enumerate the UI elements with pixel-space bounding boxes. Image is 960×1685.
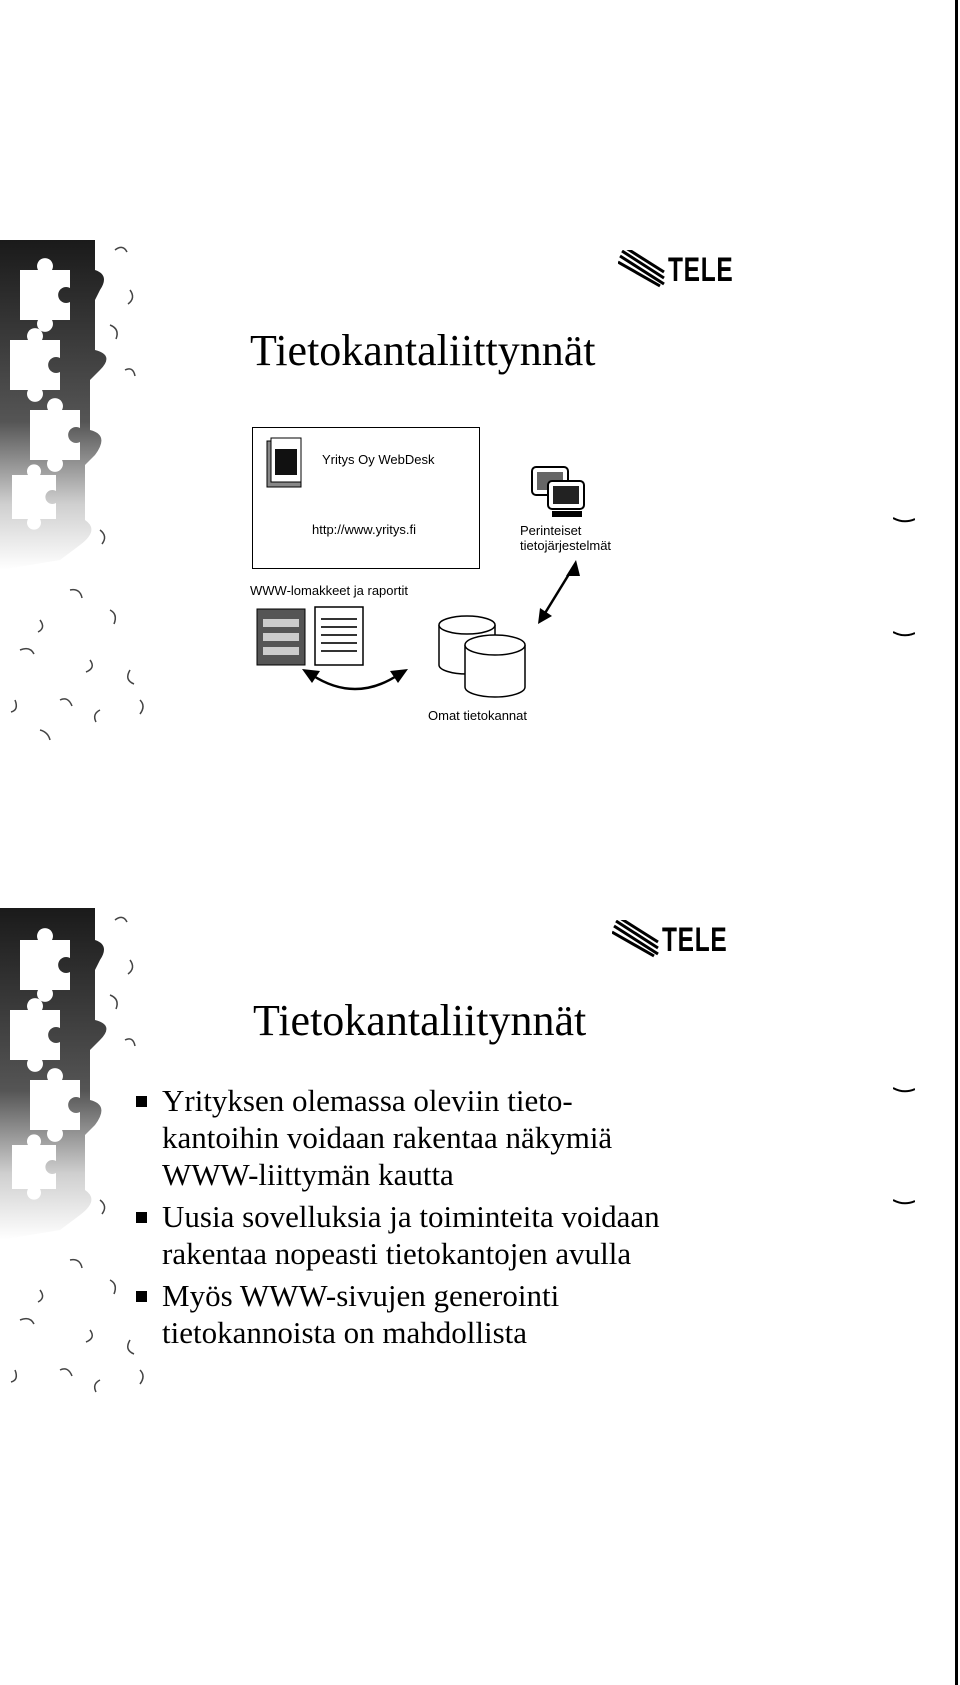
bullet-line: Yrityksen olemassa oleviin tieto-	[162, 1083, 573, 1118]
bullet-item	[130, 1198, 762, 1272]
tele-logo	[618, 250, 759, 290]
logo-text: TELE	[662, 920, 728, 959]
margin-dash-mark	[893, 1086, 915, 1096]
bullet-line: kantoihin voidaan rakentaa näkymiä	[162, 1120, 613, 1155]
margin-dash-mark	[893, 516, 915, 526]
slide-2	[0, 900, 960, 1420]
legacy-systems-label-2: tietojärjestelmät	[520, 538, 612, 553]
database-icon	[435, 611, 545, 703]
computers-icon	[530, 465, 590, 521]
logo-text: TELE	[668, 250, 734, 289]
bullet-list	[130, 1082, 762, 1356]
bullet-line: WWW-liittymän kautta	[162, 1157, 454, 1192]
databases-label: Omat tietokannat	[428, 708, 527, 723]
bullet-item	[130, 1082, 762, 1193]
slide-1-title: Tietokantaliittynnät	[250, 326, 596, 375]
tele-logo	[612, 920, 753, 960]
web-page-icon	[265, 437, 305, 489]
bullet-line: rakentaa nopeasti tietokantojen avulla	[162, 1236, 632, 1271]
bullet-line: Myös WWW-sivujen generointi	[162, 1278, 560, 1313]
browser-title: Yritys Oy WebDesk	[322, 452, 435, 467]
bullet-item	[130, 1277, 762, 1351]
slide-1	[0, 230, 960, 790]
slide-2-title: Tietokantaliitynnät	[253, 996, 587, 1045]
margin-dash-mark	[893, 1198, 915, 1208]
bullet-line: tietokannoista on mahdollista	[162, 1315, 528, 1350]
tele-logo-mark	[612, 920, 662, 960]
database-diagram	[250, 425, 700, 785]
bullet-line: Uusia sovelluksia ja toiminteita voidaan	[162, 1199, 660, 1234]
legacy-systems-label-1: Perinteiset	[520, 523, 582, 538]
forms-reports-label: WWW-lomakkeet ja raportit	[250, 583, 408, 598]
two-way-arrow-forms-db	[300, 665, 410, 701]
tele-logo-mark	[618, 250, 668, 290]
puzzle-decoration	[0, 230, 170, 790]
margin-dash-mark	[893, 630, 915, 640]
browser-url: http://www.yritys.fi	[312, 522, 417, 537]
